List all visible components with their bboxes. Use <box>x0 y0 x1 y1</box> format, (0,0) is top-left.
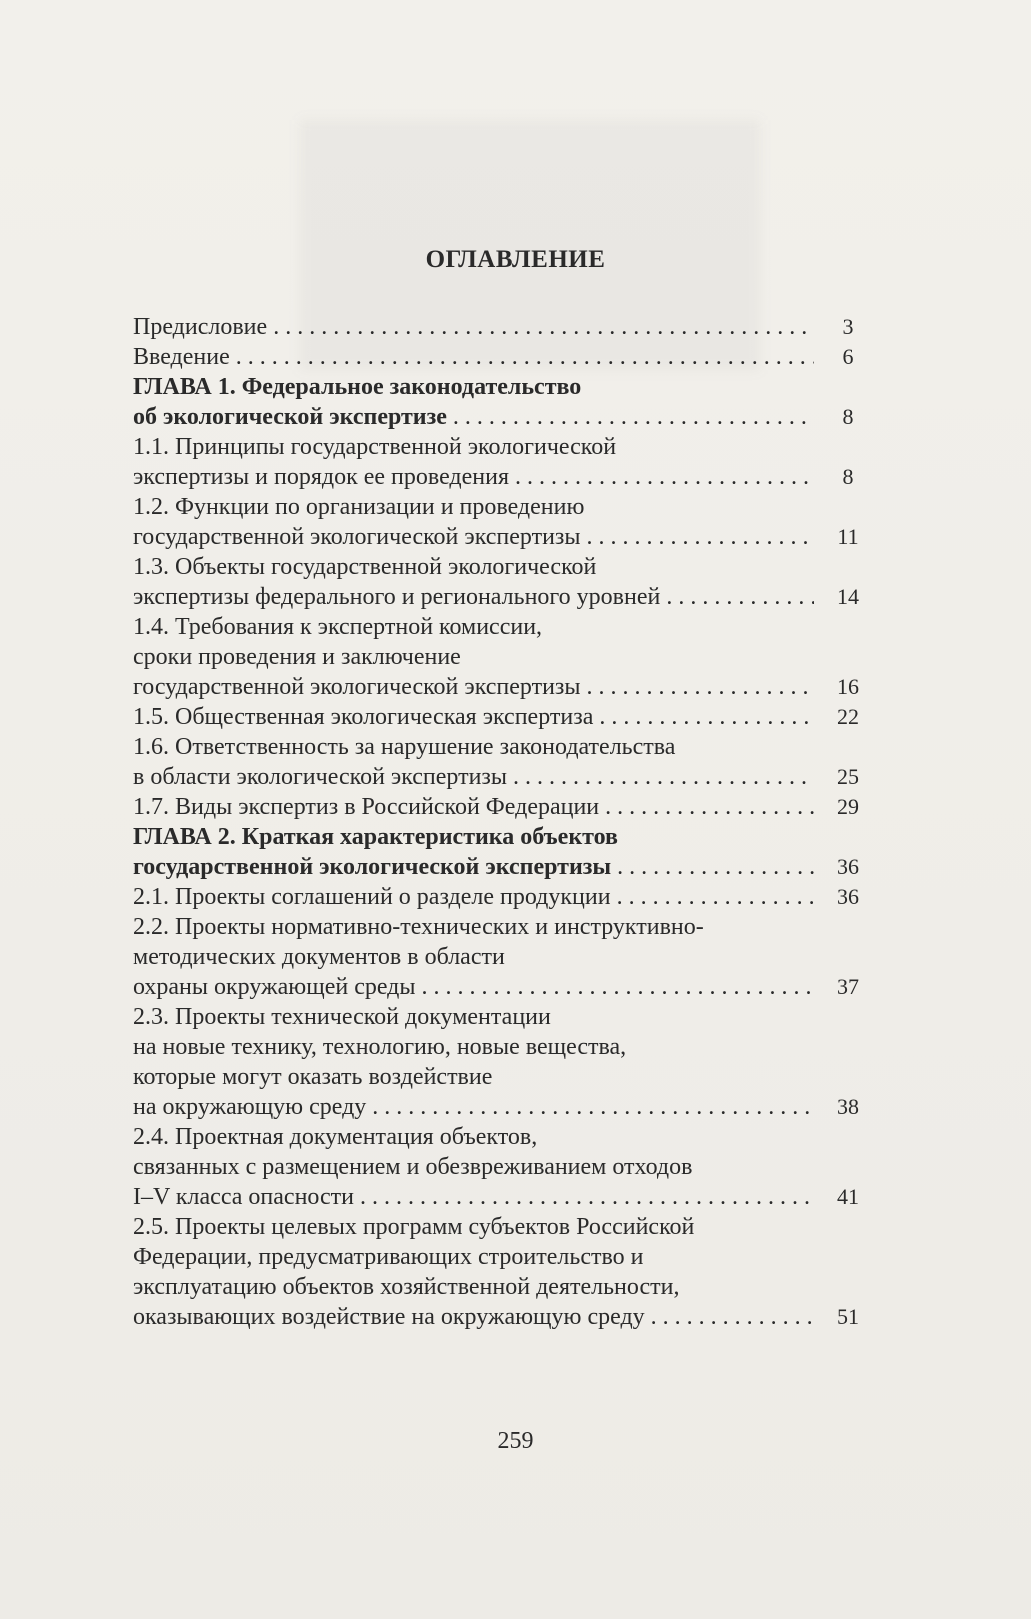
toc-entry-line <box>133 792 814 822</box>
toc-entry-text: 1.6. Ответственность за нарушение законодательства <box>133 734 676 760</box>
dot-leader <box>587 672 814 702</box>
dot-leader <box>360 1182 814 1212</box>
toc-entry-text: 1.3. Объекты государственной экологической <box>133 554 597 580</box>
toc-entry-line <box>133 552 814 582</box>
toc-entry-line <box>133 462 814 492</box>
toc-page-number: 51 <box>837 1304 859 1329</box>
dot-leader <box>666 582 814 612</box>
toc-entry-line <box>133 822 814 852</box>
toc-entry-line <box>133 942 814 972</box>
toc-page-number: 6 <box>842 344 854 369</box>
toc-entry-text: 1.4. Требования к экспертной комиссии, <box>133 614 543 640</box>
toc-page-number: 29 <box>837 794 859 819</box>
toc-entry-line <box>133 882 814 912</box>
dot-leader <box>372 1092 814 1122</box>
toc-entry-text: 1.5. Общественная экологическая экспертиза <box>133 704 594 730</box>
toc-page-number: 22 <box>837 704 859 729</box>
toc-entry-text: оказывающих воздействие на окружающую среду <box>133 1304 645 1330</box>
dot-leader <box>599 702 814 732</box>
toc-entry-line <box>133 1062 814 1092</box>
dot-leader <box>515 462 814 492</box>
toc-entry-text: об экологической экспертизе <box>133 404 447 430</box>
toc-entry-text: эксплуатацию объектов хозяйственной деятельности, <box>133 1274 680 1300</box>
toc-page-number: 41 <box>837 1184 859 1209</box>
dot-leader <box>273 312 814 342</box>
toc-entry-line <box>133 762 814 792</box>
toc-entry-text: 2.5. Проекты целевых программ субъектов Российской <box>133 1214 695 1240</box>
toc-entry-text: методических документов в области <box>133 944 505 970</box>
dot-leader <box>617 852 814 882</box>
toc-entry-text: государственной экологической экспертизы <box>133 854 612 880</box>
toc-entry-line <box>133 852 814 882</box>
toc-entry-text: 2.1. Проекты соглашений о разделе продукции <box>133 884 611 910</box>
toc-entry-line <box>133 1302 814 1332</box>
toc-page-number: 14 <box>837 584 859 609</box>
toc-page-number: 37 <box>837 974 859 999</box>
toc-entry-line <box>133 1182 814 1212</box>
toc-page-number: 3 <box>842 314 854 339</box>
toc-page-number: 16 <box>837 674 859 699</box>
toc-entry-text: Предисловие <box>133 314 268 340</box>
toc-entry-line <box>133 732 814 762</box>
toc-entry-line <box>133 702 814 732</box>
toc-page-number: 8 <box>842 404 854 429</box>
toc-entry-text: на окружающую среду <box>133 1094 367 1120</box>
toc-page-number: 8 <box>842 464 854 489</box>
dot-leader <box>513 762 814 792</box>
toc-entry-text: 1.7. Виды экспертиз в Российской Федерации <box>133 794 600 820</box>
toc-entry-text: 2.4. Проектная документация объектов, <box>133 1124 538 1150</box>
toc-entry-text: ГЛАВА 1. Федеральное законодательство <box>133 374 582 400</box>
toc-entry-text: сроки проведения и заключение <box>133 644 461 670</box>
toc-entry-text: ГЛАВА 2. Краткая характеристика объектов <box>133 824 618 850</box>
dot-leader <box>422 972 814 1002</box>
toc-entry-text: экспертизы федерального и регионального уровней <box>133 584 661 610</box>
toc-entry-text: на новые технику, технологию, новые вещества, <box>133 1034 627 1060</box>
toc-entry-line <box>133 492 814 522</box>
page-number: 259 <box>497 1428 534 1454</box>
toc-entry-line <box>133 432 814 462</box>
page-title: ОГЛАВЛЕНИЕ <box>425 246 606 273</box>
toc-entry-line <box>133 972 814 1002</box>
dot-leader <box>617 882 814 912</box>
toc-page-number: 11 <box>837 524 859 549</box>
toc-entry-text: которые могут оказать воздействие <box>133 1064 493 1090</box>
toc-entry-text: I–V класса опасности <box>133 1184 355 1210</box>
toc-entry-line <box>133 1152 814 1182</box>
toc-page-number: 36 <box>837 884 859 909</box>
toc-entry-text: охраны окружающей среды <box>133 974 416 1000</box>
toc-entry-text: 1.1. Принципы государственной экологической <box>133 434 617 460</box>
dot-leader <box>236 342 814 372</box>
toc-entry-line <box>133 342 814 372</box>
dot-leader <box>605 792 814 822</box>
toc-entry-line <box>133 522 814 552</box>
dot-leader <box>587 522 814 552</box>
toc-entry-line <box>133 912 814 942</box>
toc-entry-line <box>133 1272 814 1302</box>
toc-entry-text: экспертизы и порядок ее проведения <box>133 464 509 490</box>
toc-entry-line <box>133 402 814 432</box>
toc-entry-line <box>133 672 814 702</box>
toc-entry-line <box>133 582 814 612</box>
toc-entry-line <box>133 1032 814 1062</box>
toc-entry-text: Введение <box>133 344 230 370</box>
toc-entry-text: 1.2. Функции по организации и проведению <box>133 494 585 520</box>
toc-entry-line <box>133 1092 814 1122</box>
toc-entry-text: государственной экологической экспертизы <box>133 674 581 700</box>
toc-entry-text: Федерации, предусматривающих строительство и <box>133 1244 644 1270</box>
toc-entry-text: в области экологической экспертизы <box>133 764 508 790</box>
toc-entry-text: связанных с размещением и обезвреживанием отходов <box>133 1154 693 1180</box>
toc-entry-line <box>133 312 814 342</box>
toc-entry-line <box>133 612 814 642</box>
toc-entry-line <box>133 372 814 402</box>
toc-entry-text: государственной экологической экспертизы <box>133 524 581 550</box>
dot-leader <box>453 402 814 432</box>
toc-page-number: 38 <box>837 1094 859 1119</box>
toc-entry-text: 2.3. Проекты технической документации <box>133 1004 551 1030</box>
toc-entry-line <box>133 1002 814 1032</box>
toc-entry-line <box>133 1242 814 1272</box>
toc-entry-line <box>133 642 814 672</box>
toc-entry-line <box>133 1122 814 1152</box>
toc-page-number: 25 <box>837 764 859 789</box>
toc-entry-text: 2.2. Проекты нормативно-технических и инструктивно- <box>133 914 704 940</box>
toc-page-number: 36 <box>837 854 859 879</box>
toc-entry-line <box>133 1212 814 1242</box>
dot-leader <box>651 1302 814 1332</box>
